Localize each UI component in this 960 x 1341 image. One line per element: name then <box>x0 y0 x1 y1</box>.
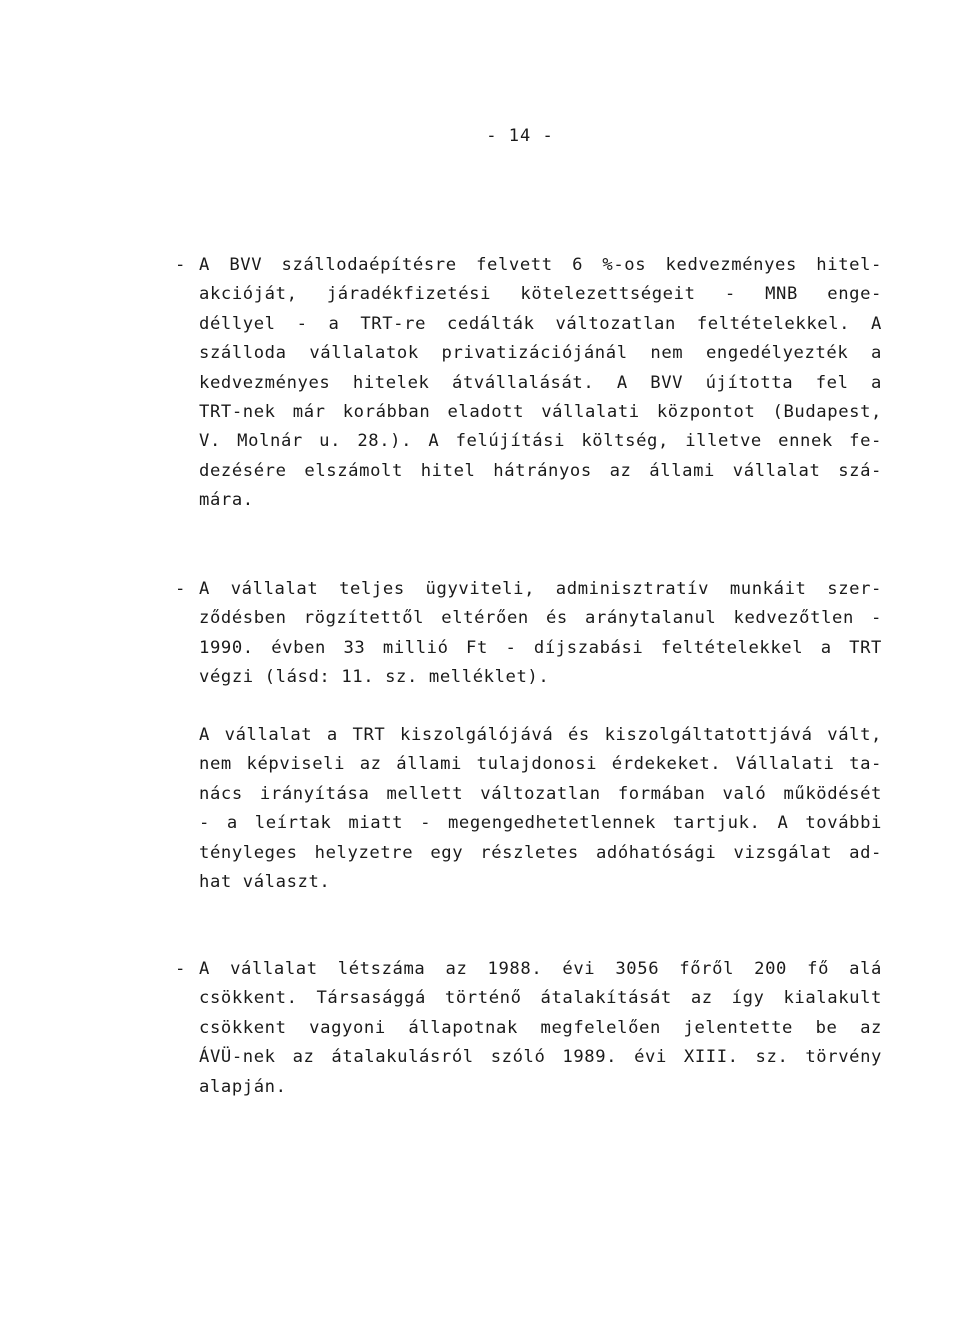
text-line: kedvezményes hitelek átvállalását. A BVV újította fel a <box>199 372 882 393</box>
text-line: végzi (lásd: 11. sz. melléklet). <box>199 667 550 688</box>
text-line: akcióját, járadékfizetési kötelezettségeit - MNB enge- <box>199 284 882 305</box>
text-line: hat választ. <box>199 871 331 892</box>
paragraph <box>199 955 882 1102</box>
text-line: dezésére elszámolt hitel hátrányos az állami vállalat szá- <box>199 460 882 481</box>
text-line: A vállalat létszáma az 1988. évi 3056 főről 200 fő alá <box>199 959 882 979</box>
text-line: alapján. <box>199 1076 287 1097</box>
text-line: nem képviseli az állami tulajdonosi érdekeket. Vállalati ta- <box>199 754 882 775</box>
text-line: - a leírtak miatt - megengedhetetlennek tartjuk. A további <box>199 813 882 834</box>
list-dash: - <box>175 579 186 599</box>
text-line: A vállalat a TRT kiszolgálójává és kiszolgáltatottjává vált, <box>199 725 882 745</box>
text-line: ÁVÜ-nek az átalakulásról szóló 1989. évi XIII. sz. törvény <box>199 1047 882 1068</box>
text-line: 1990. évben 33 millió Ft - díjszabási feltételekkel a TRT <box>199 637 882 658</box>
text-line: csökkent vagyoni állapotnak megfelelően jelentette be az <box>199 1017 882 1038</box>
text-line: mára. <box>199 490 254 511</box>
paragraph <box>199 575 882 693</box>
text-line: A vállalat teljes ügyviteli, adminisztratív munkáit szer- <box>199 579 882 599</box>
text-line: csökkent. Társasággá történő átalakítását az így kialakult <box>199 988 882 1009</box>
text-line: ződésben rögzítettől eltérően és aránytalanul kedvezőtlen - <box>199 608 882 629</box>
paragraph <box>199 251 882 516</box>
list-dash: - <box>175 255 186 275</box>
text-line: TRT-nek már korábban eladott vállalati központot (Budapest, <box>199 401 882 422</box>
text-line: szálloda vállalatok privatizációjánál nem engedélyezték a <box>199 343 882 364</box>
text-line: V. Molnár u. 28.). A felújítási költség, illetve ennek fe- <box>199 431 882 452</box>
paragraph <box>199 721 882 897</box>
text-line: nács irányítása mellett változatlan formában való működését <box>199 783 882 804</box>
list-dash: - <box>175 959 186 979</box>
text-line: A BVV szállodaépítésre felvett 6 %-os kedvezményes hitel- <box>199 255 882 275</box>
text-line: déllyel - a TRT-re cedálták változatlan feltételekkel. A <box>199 313 882 334</box>
page-number: - 14 - <box>486 126 554 146</box>
text-line: tényleges helyzetre egy részletes adóhatósági vizsgálat ad- <box>199 842 882 863</box>
